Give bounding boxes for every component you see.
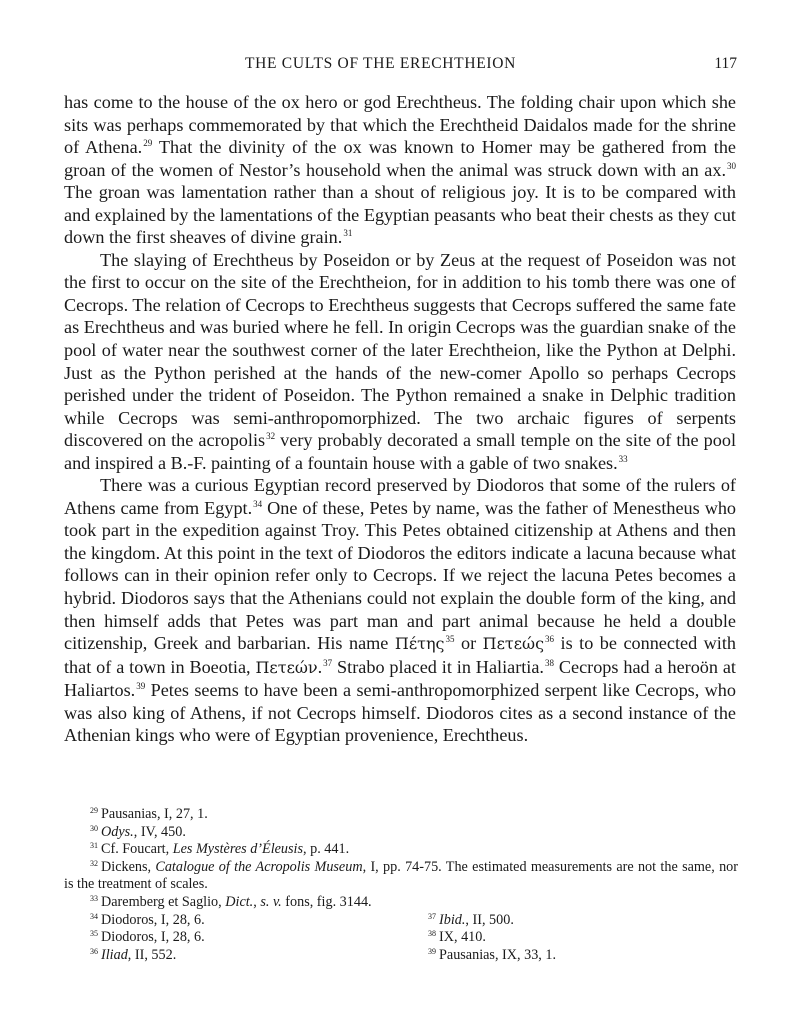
greek-word: Πετεών (255, 657, 318, 677)
paragraph-3 (64, 474, 736, 747)
footnote-ref: 38 (544, 657, 554, 668)
footnote-ref: 35 (445, 634, 455, 645)
footnote-ref: 34 (253, 498, 263, 509)
text-run: . (317, 656, 323, 677)
body-text (64, 91, 736, 747)
text-run: very probably decorated a small temple on the site of the pool and inspired a B.-F. painting of a fountain house with a gable of two snakes. (64, 430, 737, 473)
footnote-29 (64, 806, 738, 824)
footnote-number: 38 (428, 929, 436, 939)
text-run: has come to the house of the ox hero or god Erechtheus. The folding chair upon which she sits was perhaps commemorated by that which the Erechtheid Daidalos made for the shrine of Athena. (64, 92, 736, 158)
footnote-text: , II, 500. (465, 911, 514, 928)
text-run: Strabo placed it in Haliartia. (332, 656, 544, 677)
footnote-ref: 36 (545, 634, 555, 645)
footnote-37 (428, 912, 738, 930)
footnotes (64, 806, 738, 964)
footnote-36 (90, 947, 428, 965)
footnote-text: Diodoros, I, 28, 6. (101, 911, 205, 928)
footnote-32 (64, 859, 738, 894)
paragraph-1 (64, 91, 736, 249)
paragraph-2 (64, 249, 736, 474)
footnote-ref: 29 (143, 138, 153, 149)
footnote-ref: 37 (323, 657, 333, 668)
footnote-39 (428, 947, 738, 965)
footnote-ref: 33 (618, 453, 628, 464)
text-run: The slaying of Erechtheus by Poseidon or by Zeus at the request of Poseidon was not the first to occur on the site of the Erechtheion, for in addition to his tomb there was one of Cecrops. The relation of Cecrops to Erechtheus suggests that Cecrops suffered the same fate as Erechtheus and was buried where he fell. In origin Cecrops was the guardian snake of the pool of water near the southwest corner of the later Erechtheion, like the Python at Delphi. Just as the Python perished at the hands of the new-comer Apollo so perhaps Cecrops perished under the trident of Poseidon. The Python remained a snake in Delphic tradition while Cecrops was semi-anthropomorphized. The two archaic figures of serpents discovered on the acropolis (64, 249, 736, 451)
footnote-35 (90, 929, 428, 947)
footnote-38 (428, 929, 738, 947)
footnote-text: Pausanias, IX, 33, 1. (439, 946, 557, 963)
greek-word: Πέτης (394, 634, 445, 654)
footnote-number: 30 (90, 823, 98, 833)
footnote-text: fons, fig. 3144. (281, 893, 372, 910)
footnote-text: Daremberg et Saglio, (101, 893, 226, 910)
text-run: There was a curious Egyptian record preserved by Diodoros that some of the rulers of Athens came from Egypt. (64, 475, 736, 518)
footnote-italic: Dict. (225, 893, 254, 910)
text-run: is to be connected with that of a town in Boeotia, (64, 633, 736, 677)
footnote-italic: Odys. (101, 823, 134, 840)
footnote-number: 36 (90, 946, 98, 956)
text-run: That the divinity of the ox was known to Homer may be gathered from the groan of the women of Nestor’s household when the animal was struck down with an ax. (64, 137, 736, 180)
footnote-text: , I, pp. 74-75. The estimated measurements are not the same, nor is the treatment of scales. (64, 858, 738, 893)
running-title: THE CULTS OF THE ERECHTHEION (245, 55, 517, 72)
footnote-columns (64, 912, 738, 965)
footnote-number: 33 (90, 893, 98, 903)
footnote-text: , IV, 450. (133, 823, 186, 840)
footnote-text: Cf. Foucart, (101, 841, 173, 858)
footnote-number: 32 (90, 858, 98, 868)
text-run: The groan was lamentation rather than a shout of religious joy. It is to be compared with and explained by the lamentations of the Egyptian peasants who beat their chests as they cut down the first sheaves of divine grain. (64, 182, 736, 248)
footnote-text: , (253, 893, 261, 910)
footnote-ref: 30 (727, 160, 736, 171)
footnote-italic: s. v. (260, 893, 282, 910)
footnote-italic: Iliad (101, 946, 128, 963)
footnote-text: Pausanias, I, 27, 1. (101, 806, 208, 822)
footnote-number: 31 (90, 841, 98, 851)
text-run: or (454, 633, 483, 654)
footnote-ref: 31 (343, 228, 353, 239)
footnote-italic: Les Mystères d’Éleusis (172, 841, 304, 858)
footnote-text: IX, 410. (439, 929, 486, 946)
footnote-33 (64, 894, 738, 912)
footnote-ref: 32 (266, 431, 276, 442)
page-number: 117 (714, 55, 737, 72)
footnote-number: 35 (90, 929, 98, 939)
footnote-number: 29 (90, 806, 98, 815)
footnote-number: 37 (428, 911, 436, 921)
footnote-number: 39 (428, 946, 436, 956)
footnote-text: , p. 441. (303, 841, 350, 858)
footnote-number: 34 (90, 911, 98, 921)
footnote-italic: Catalogue of the Acropolis Museum (155, 858, 363, 875)
footnote-30 (64, 824, 738, 842)
footnote-text: Dickens, (101, 858, 156, 875)
text-run: Cecrops had a heroön at Haliartos. (64, 656, 736, 701)
footnote-ref: 39 (136, 681, 146, 692)
footnote-34 (90, 912, 428, 930)
greek-word: Πετεώς (482, 634, 545, 654)
footnote-text: Diodoros, I, 28, 6. (101, 929, 205, 946)
text-run: Petes seems to have been a semi-anthropomorphized serpent like Cecrops, who was also king of Athens, if not Cecrops himself. Diodoros cites as a second instance of the Athenian kings who were of Egyptian provenience, Erechtheus. (64, 680, 736, 746)
footnote-italic: Ibid. (439, 911, 466, 928)
footnote-31 (64, 841, 738, 859)
footnote-text: , II, 552. (127, 946, 177, 963)
text-run: One of these, Petes by name, was the father of Menestheus who took part in the expedition against Troy. This Petes obtained citizenship at Athens and then the kingdom. At this point in the text of Diodoros the editors indicate a lacuna because what follows can in their opinion refer only to Cecrops. If we reject the lacuna Petes becomes a hybrid. Diodoros says that the Athenians could not explain the double form of the king, and then himself adds that Petes was part man and part animal because he held a double citizenship, Greek and barbarian. His name (64, 497, 737, 654)
